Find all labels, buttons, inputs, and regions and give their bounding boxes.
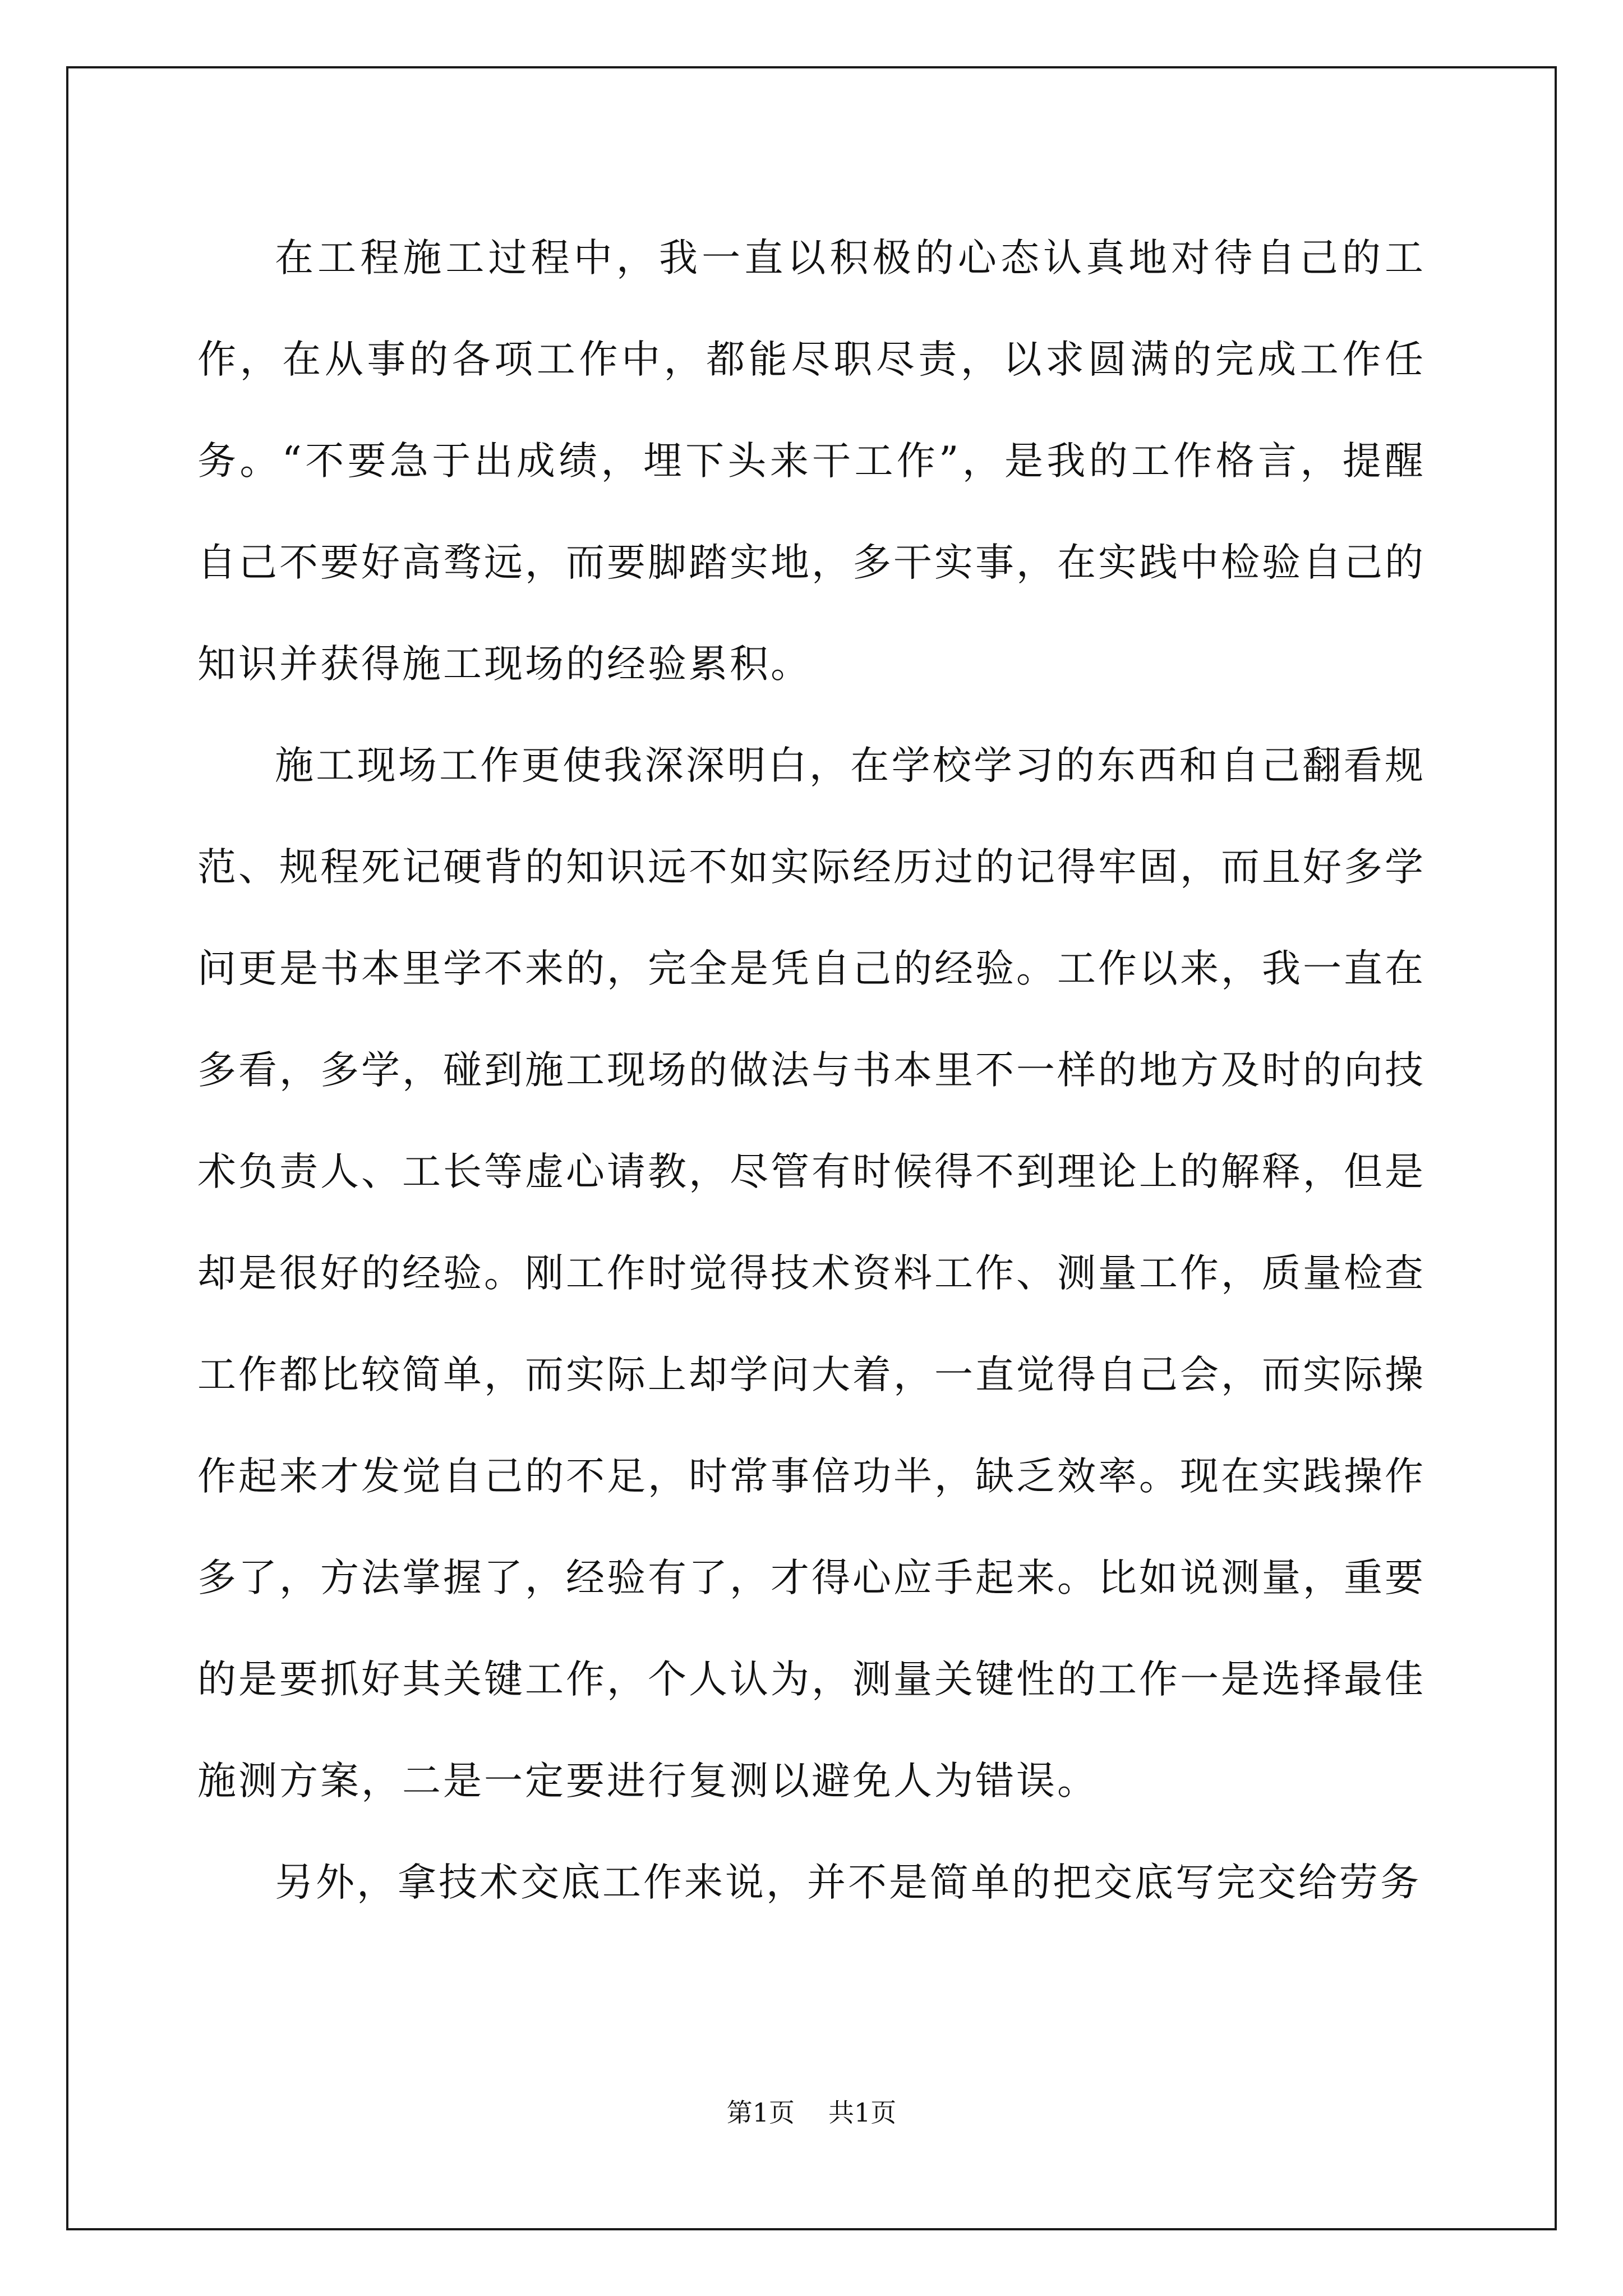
page-footer [0,2092,1623,2129]
paragraph-1: 在工程施工过程中，我一直以积极的心态认真地对待自己的工作，在从事的各项工作中，都能尽职尽责，以求圆满的完成工作任务。“不要急于出成绩，埋下头来干工作”，是我的工作格言，提醒自己不要好高骛远，而要脚踏实地，多干实事，在实践中检验自己的知识并获得施工现场的经验累积。 [197,236,1426,687]
page-number-current: 第1页 [726,2097,795,2128]
paragraph-3: 另外，拿技术交底工作来说，并不是简单的把交底写完交给劳务 [275,1860,1421,1905]
document-body [197,208,1426,1934]
paragraph-2: 施工现场工作更使我深深明白，在学校学习的东西和自己翻看规范、规程死记硬背的知识远不如实际经历过的记得牢固，而且好多学问更是书本里学不来的，完全是凭自己的经验。工作以来，我一直在多看，多学，碰到施工现场的做法与书本里不一样的地方及时的向技术负责人、工长等虚心请教，尽管有时候得不到理论上的解释，但是却是很好的经验。刚工作时觉得技术资料工作、测量工作，质量检查工作都比较简单，而实际上却学问大着，一直觉得自己会，而实际操作起来才发觉自己的不足，时常事倍功半，缺乏效率。现在实践操作多了，方法掌握了，经验有了，才得心应手起来。比如说测量，重要的是要抓好其关键工作，个人认为，测量关键性的工作一是选择最佳施测方案，二是一定要进行复测以避免人为错误。 [197,743,1426,1803]
page-number-total: 共1页 [828,2097,897,2128]
